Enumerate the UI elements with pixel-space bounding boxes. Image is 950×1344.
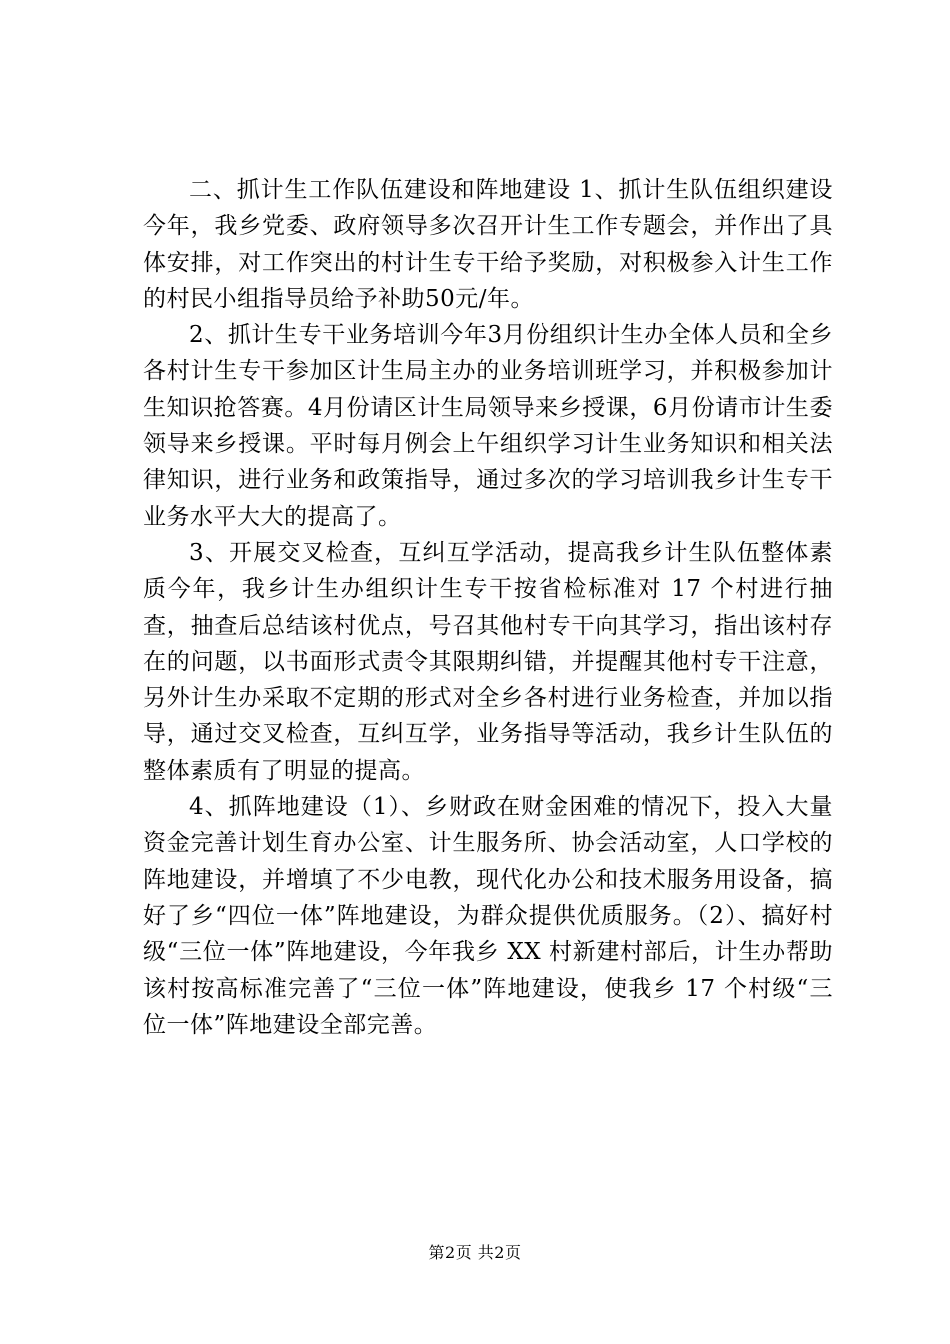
page-footer: 第2页 共2页 [428, 1243, 522, 1262]
paragraph: 3、开展交叉检查，互纠互学活动，提高我乡计生队伍整体素质今年，我乡计生办组织计生专干按省检标准对 17 个村进行抽查，抽查后总结该村优点，号召其他村专干向其学习，指出该村存在的问题，以书面形式责令其限期纠错，并提醒其他村专干注意，另外计生办采取不定期的形式对全乡各村进行业务检查，并加以指导，通过交叉检查，互纠互学，业务指导等活动，我乡计生队伍的整体素质有了明显的提高。 [143, 539, 833, 784]
paragraph: 二、抓计生工作队伍建设和阵地建设 1、抓计生队伍组织建设今年，我乡党委、政府领导多次召开计生工作专题会，并作出了具体安排，对工作突出的村计生专干给予奖励，对积极参入计生工作的村民小组指导员给予补助50元/年。 [143, 177, 833, 312]
paragraph: 2、抓计生专干业务培训今年3月份组织计生办全体人员和全乡各村计生专干参加区计生局主办的业务培训班学习，并积极参加计生知识抢答赛。4月份请区计生局领导来乡授课，6月份请市计生委领导来乡授课。平时每月例会上午组织学习计生业务知识和相关法律知识，进行业务和政策指导，通过多次的学习培训我乡计生专干业务水平大大的提高了。 [143, 322, 833, 530]
paragraph: 4、抓阵地建设（1）、乡财政在财金困难的情况下，投入大量资金完善计划生育办公室、计生服务所、协会活动室，人口学校的阵地建设，并增填了不少电教，现代化办公和技术服务用设备，搞好了乡“四位一体”阵地建设，为群众提供优质服务。（2）、搞好村级“三位一体”阵地建设，今年我乡 XX 村新建村部后，计生办帮助该村按高标准完善了“三位一体”阵地建设，使我乡 17 个村级“三位一体”阵地建设全部完善。 [143, 794, 833, 1038]
document-body [143, 172, 833, 1043]
